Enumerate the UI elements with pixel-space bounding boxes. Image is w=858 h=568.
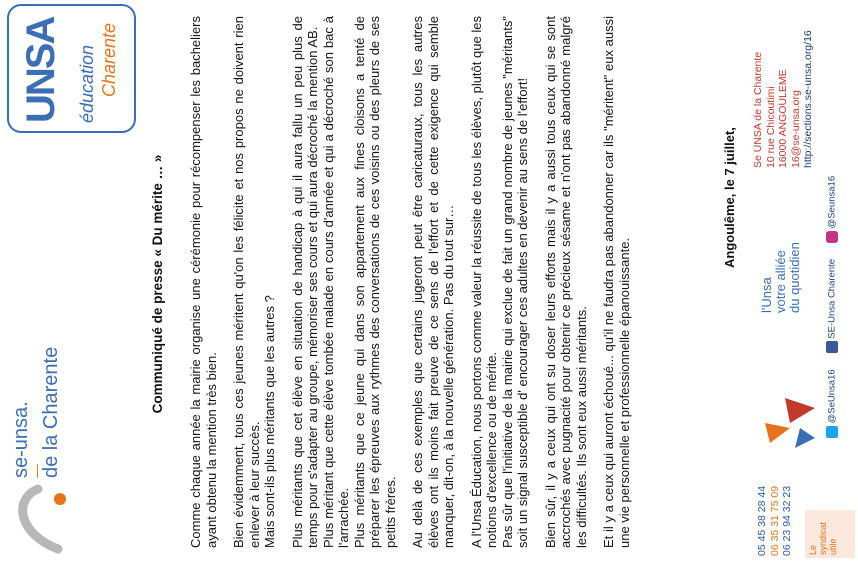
org-name: Se UNSA de la Charente (752, 51, 764, 168)
unsa-slogan: l'Unsa votre alliée du quotidien (759, 242, 802, 313)
facebook-link[interactable]: SE-Unsa Charente (826, 259, 838, 353)
syndicat-utile-badge: Le syndicat utile (805, 510, 855, 558)
document-date: Angoulême, le 7 juillet, (722, 127, 737, 268)
press-release-title: Communiqué de presse « Du mérite … » (150, 154, 165, 414)
unsa-education-logo (7, 4, 136, 133)
instagram-link[interactable]: @Seunsa16 (826, 176, 838, 243)
logo-charente-text: Charente (99, 22, 119, 97)
logo-unsa-text: UNSA (19, 17, 63, 123)
decorative-shapes-icon (760, 393, 820, 453)
email-link[interactable]: 16@se-unsa.org (789, 90, 802, 168)
twitter-icon (826, 426, 838, 438)
twitter-link[interactable]: @SeUnsa16 (826, 369, 838, 438)
phone-list (756, 486, 794, 556)
social-links (826, 176, 838, 438)
paragraph: Et il y a ceux qui auront échoué... qu'il ne faudra pas abandonner car ils "méritent" eux aussi une vie personnelle et professionnelle épanouissante. (601, 16, 632, 548)
paragraph: Comme chaque année la mairie organise une cérémonie pour récompenser les bacheliers ayant obtenu la mention très bien. (188, 16, 219, 548)
phone-number: 06 35 31 75 09 (768, 485, 781, 556)
document-body (188, 16, 632, 548)
logo-education-text: éducation (77, 44, 97, 123)
phone-number: 06 23 94 32 23 (781, 485, 793, 556)
street: 10 rue Chicoutimi (764, 86, 777, 168)
brand-line1: se-unsa. (10, 401, 32, 478)
paragraph: Au delà de ces exemples que certains jugeront peut être caricaturaux, tous les autres élèves ont ils moins fait preuve de ce sens de l'effort et de cette exigence qui semble manquer, dit-on, à la nouvelle génération. Pas du tout sur… (410, 16, 456, 548)
website-link[interactable]: http://sections.se-unsa.org/16 (802, 30, 814, 168)
se-unsa-swoosh-logo (8, 484, 68, 554)
paragraph: Plus méritants que cet élève en situation de handicap à qui il aura fallu un peu plus de temps pour s'adapter au groupe, mémoriser ses cours et qui aura décroché la mention AB. Plus méritant que cette élève tombée malade en cours d'année et qui a décroché son bac à l'arrachée. Plus méritants que ce jeune qui dans son appartement aux fines cloisons a tenté de préparer les épreuves aux rythmes des conversations de ces voisins ou des pleurs de ses petits frères. (289, 16, 398, 548)
phone-number: 05 45 38 28 44 (756, 485, 768, 556)
brand-name: se-unsa. — de la Charente (10, 346, 62, 478)
facebook-icon (826, 341, 838, 353)
brand-line2: de la Charente (40, 346, 62, 478)
paragraph: Bien sûr, il y a ceux qui ont su doser leurs efforts mais il y a aussi tous ceux qui se sont accrochés avec pugnacité pour obtenir ce précieux sésame et n'ont pas abandonné malgré les difficultés. Ils sont eux aussi méritants. (542, 16, 589, 548)
contact-address (752, 30, 815, 168)
paragraph: A l'Unsa Éducation, nous portons comme valeur la réussite de tous les élèves, plutôt que les notions d'excellence ou de mérite. Pas sûr que l'initiative de la mairie qui exclue de fait un grand nombre de jeunes "méritants" soit un signal susceptible d' encourager ces adultes en devenir au sens de l'effort! (468, 16, 530, 548)
city: 16000 ANGOULEME (777, 69, 789, 168)
instagram-icon (826, 231, 838, 243)
paragraph: Bien évidemment, tous ces jeunes méritent qu'on les félicite et nos propos ne doivent rien enlever à leur succès. Mais sont-ils plus méritants que les autres ? (231, 16, 277, 548)
